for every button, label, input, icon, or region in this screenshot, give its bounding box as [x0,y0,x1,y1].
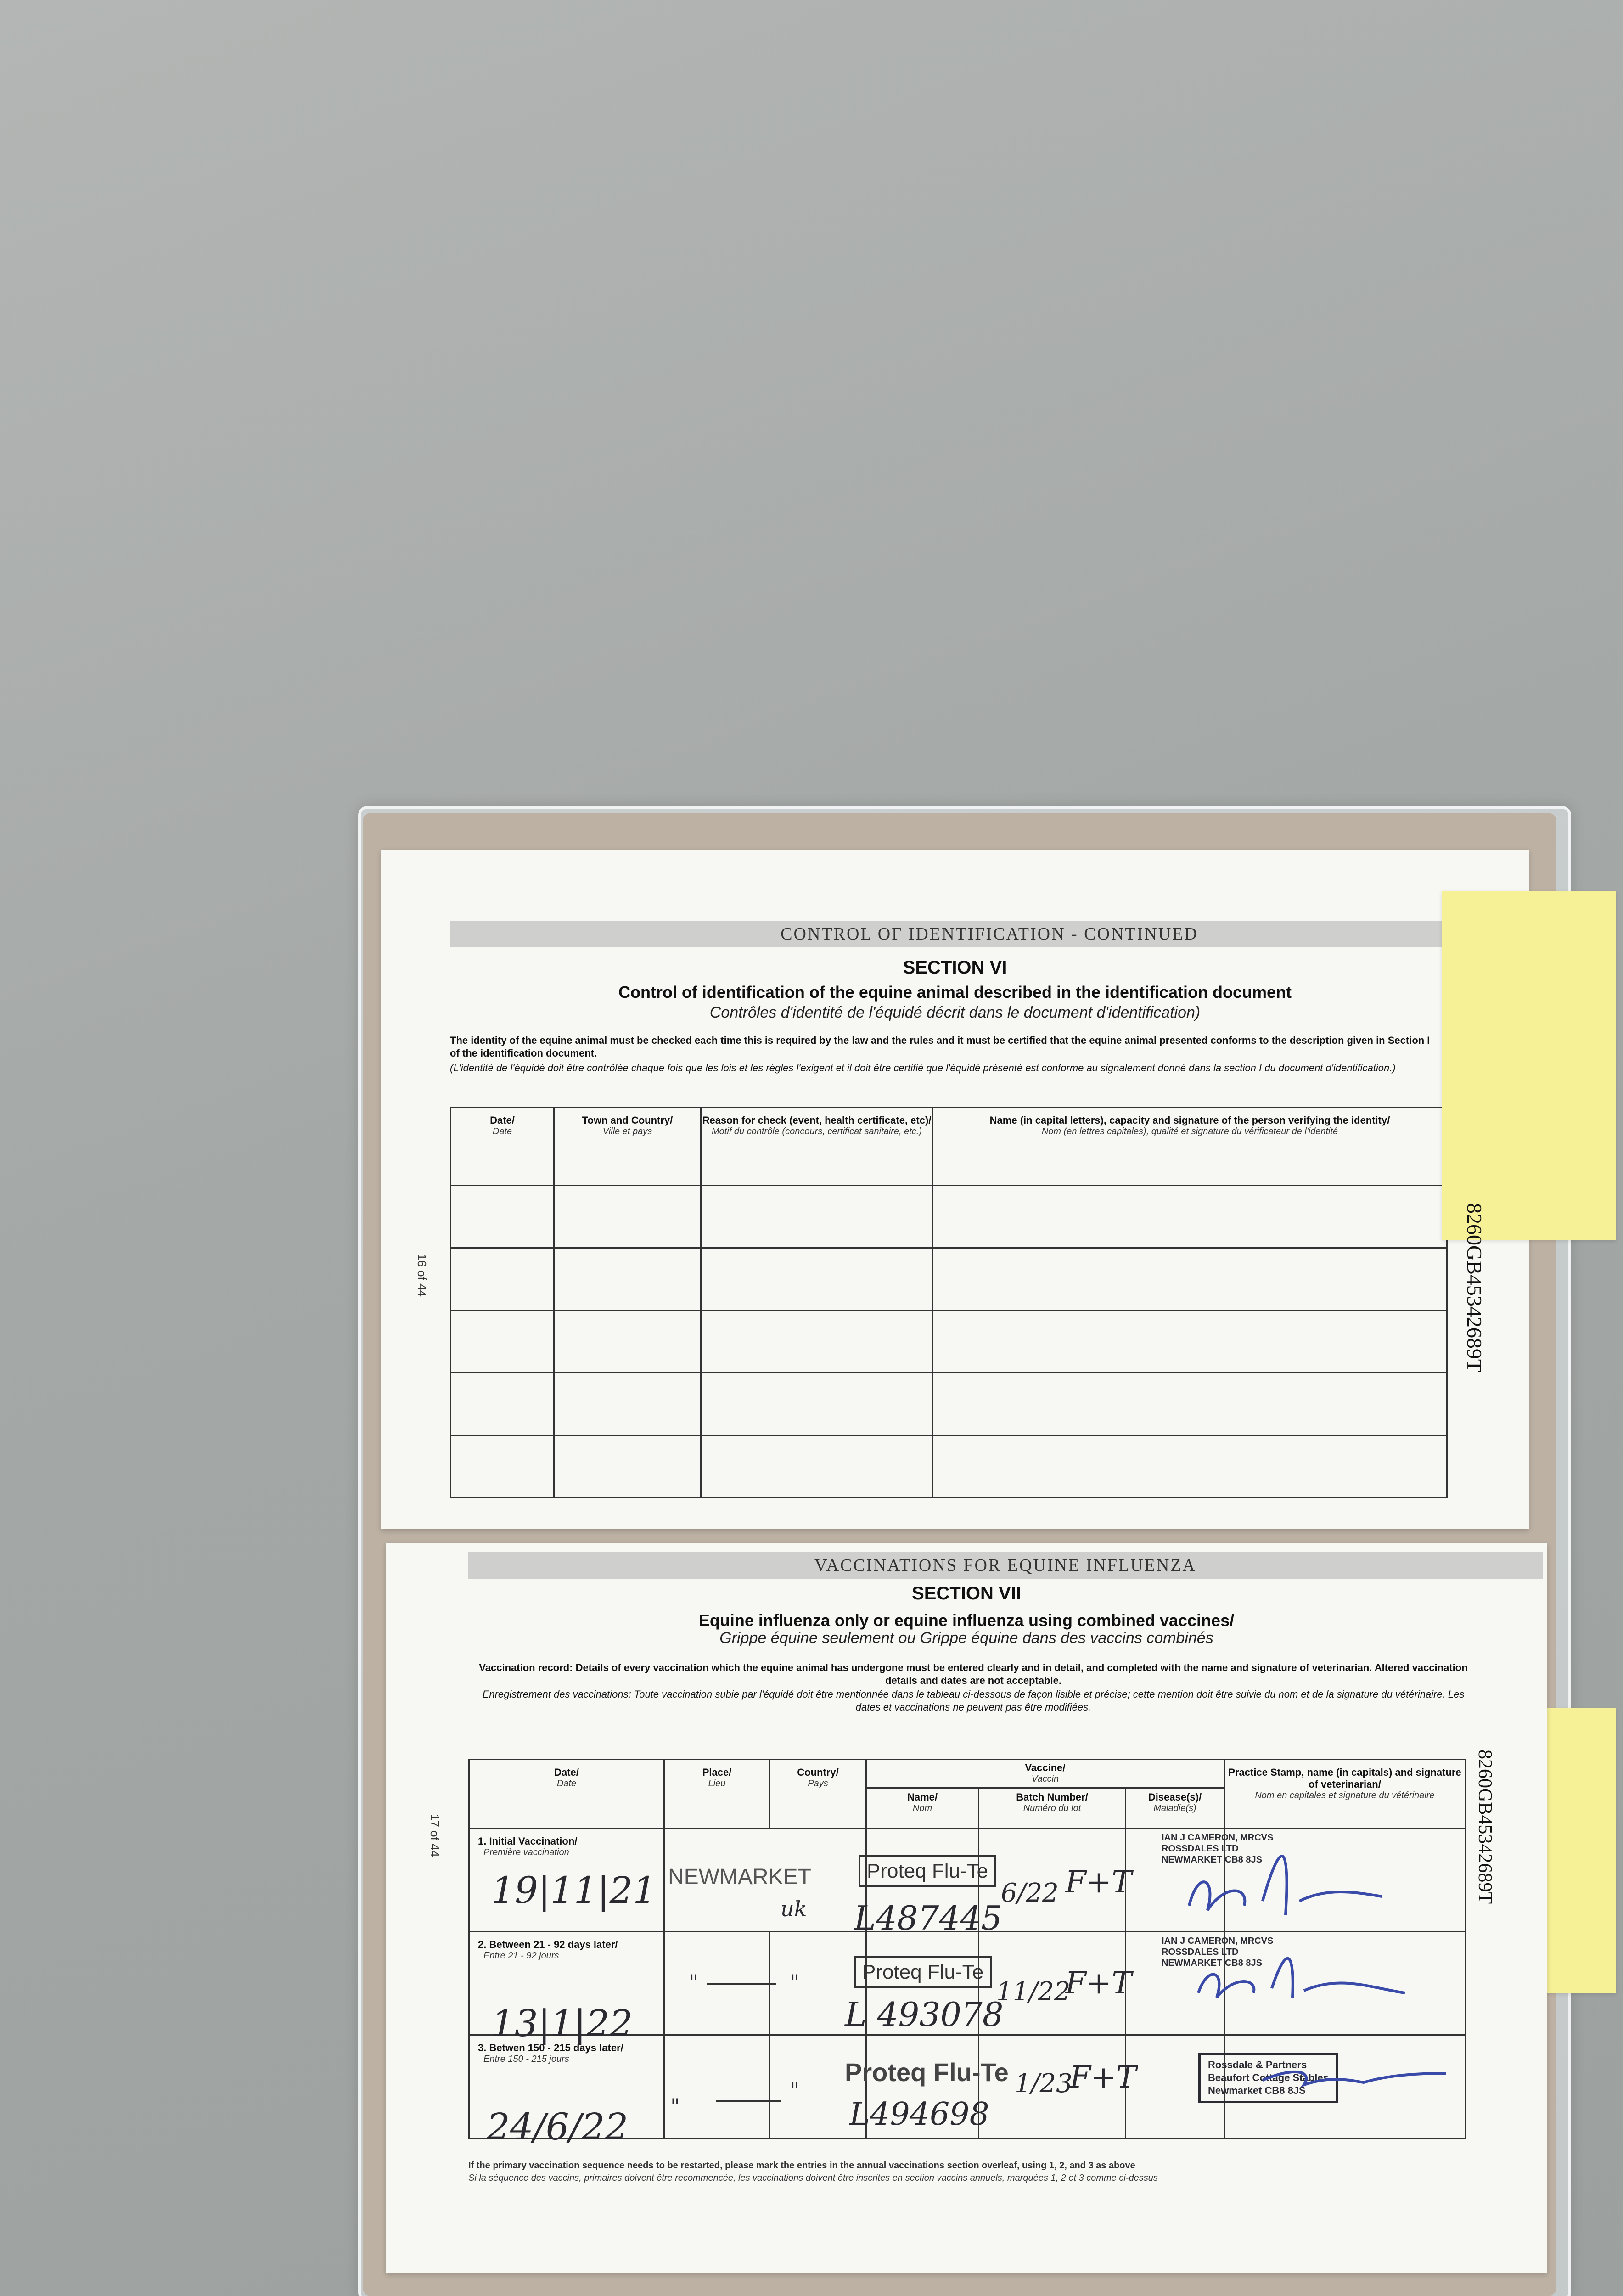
page17-footer-en: If the primary vaccination sequence needs to be restarted, please mark the entries in the annual vaccinations section overleaf, using 1, 2, and 3 as above [468,2161,1135,2171]
row3-vaccine-stamp: Proteq Flu-Te [845,2058,1009,2087]
row2-vet-stamp: IAN J CAMERON, MRCVS ROSSDALES LTD NEWMARKET CB8 8JS [1162,1936,1274,1968]
page17-title: Equine influenza only or equine influenza using combined vaccines/ [698,1611,1235,1630]
sticky-note-top[interactable] [1442,891,1616,1240]
col-country-header: Country/ Pays [770,1760,866,1829]
page17-intro-en [477,1661,1469,1687]
page16-banner: CONTROL OF IDENTIFICATION - CONTINUED [450,921,1529,947]
row1-disease: F+T [1065,1864,1132,1900]
town-cell[interactable] [554,1311,701,1373]
table-row [451,1373,1447,1435]
town-cell[interactable] [554,1186,701,1248]
row1-date-cell[interactable]: 1. Initial Vaccination/ Première vaccination [469,1829,664,1932]
page16-intro-en: The identity of the equine animal must be checked each time this is required by the law and the rules and it must be certified that the equine animal presented conforms to the description given in Section I of the identification document. [450,1035,1430,1059]
ditto-line-3 [716,2096,781,2105]
name-cell[interactable] [933,1186,1447,1248]
row3-date-cell[interactable]: 3. Betwen 150 - 215 days later/ Entre 150 - 215 jours [469,2035,664,2138]
row1-batch: L487445 [854,1899,1002,1937]
page16-intro-fr: (L'identité de l'équidé doit être contrôlée chaque fois que les lois et les règles l'exigent et il doit être certifié que l'équidé présenté est conforme au signalement donné dans la section I du document d'identification.) [450,1062,1396,1074]
reason-cell[interactable] [701,1186,933,1248]
name-cell[interactable] [933,1311,1447,1373]
name-cell[interactable] [933,1435,1447,1498]
name-cell[interactable] [933,1373,1447,1435]
row3-place: " [670,2094,680,2119]
col-name-header: Name (in capital letters), capacity and signature of the person verifying the identity/ Nom (en lettres capitales), qualité et signature du vérificateur de l'identité [933,1108,1447,1186]
col-town-header: Town and Country/ Ville et pays [554,1108,701,1186]
page17-intro-fr: Enregistrement des vaccinations: Toute vaccination subie par l'équidé doit être mentionnée dans le tableau ci-dessous de façon lisible et précise; cette mention doit être suivie du nom et de la signature du vétérinaire. Les dates et vaccinations ne peuvent pas être modifiées. [482,1688,1465,1713]
ueln-page16: 8260GB45342689T [1463,1203,1486,1372]
row1-country: uk [781,1896,807,1921]
date-cell[interactable] [451,1248,554,1311]
row1-vaccine-stamp: Proteq Flu-Te [859,1855,996,1887]
date-cell[interactable] [451,1373,554,1435]
col-date-header: Date/ Date [469,1760,664,1829]
row3-date: 24/6/22 [487,2105,629,2148]
vacc-header-row-1 [469,1760,1466,1788]
intro-bold-label: Vaccination record: [479,1662,573,1673]
table-row [451,1186,1447,1248]
row2-batch: L 493078 [845,1995,1004,2034]
table-header-row [451,1108,1447,1186]
col-vaccine-name-header: Name/ Nom [866,1788,979,1829]
page16-title: Control of identification of the equine animal described in the identification document [618,983,1292,1002]
row1-signature [1180,1828,1391,1924]
ueln-page17: 8260GB45342689T [1474,1750,1495,1904]
reason-cell[interactable] [701,1435,933,1498]
town-cell[interactable] [554,1373,701,1435]
page16-section: SECTION VI [903,957,1007,978]
row3-place-cell[interactable] [664,2035,770,2138]
row2-expiry: 11/22 [996,1977,1071,2007]
row2-country: " [790,1970,800,1995]
date-cell[interactable] [451,1311,554,1373]
name-cell[interactable] [933,1248,1447,1311]
col-place-header: Place/ Lieu [664,1760,770,1829]
row1-place: NEWMARKET [668,1865,811,1889]
page17-section: SECTION VII [912,1583,1021,1604]
col-date-header: Date/ Date [451,1108,554,1186]
row2-place: " [689,1970,699,1995]
row2-disease: F+T [1065,1965,1132,2001]
ditto-line-2 [707,1979,776,1988]
page17-number: 17 of 44 [428,1814,442,1857]
row2-date: 13|1|22 [491,2002,633,2045]
town-cell[interactable] [554,1435,701,1498]
page17-banner: VACCINATIONS FOR EQUINE INFLUENZA [468,1552,1543,1579]
row1-date: 19|11|21 [491,1869,657,1912]
row2-signature [1189,1938,1410,2011]
row3-batch: L494698 [849,2096,989,2133]
table-row [451,1311,1447,1373]
date-cell[interactable] [451,1435,554,1498]
date-cell[interactable] [451,1186,554,1248]
identification-check-table [450,1107,1448,1498]
table-row [451,1248,1447,1311]
page-16 [381,850,1529,1529]
row3-practice-stamp: Rossdale & Partners Beaufort Cottage Stables Newmarket CB8 8JS [1198,2053,1338,2103]
page16-number: 16 of 44 [415,1254,429,1297]
row2-date-cell[interactable]: 2. Between 21 - 92 days later/ Entre 21 - 92 jours [469,1932,664,2035]
row3-country: " [790,2078,800,2103]
page16-title-fr: Contrôles d'identité de l'équidé décrit dans le document d'identification) [709,1004,1201,1021]
row1-vet-stamp: IAN J CAMERON, MRCVS ROSSDALES LTD NEWMARKET CB8 8JS [1162,1833,1274,1865]
col-vaccine-header: Vaccine/ Vaccin [866,1760,1224,1788]
row1-expiry: 6/22 [1001,1878,1059,1908]
page-17 [386,1543,1547,2273]
reason-cell[interactable] [701,1248,933,1311]
col-batch-header: Batch Number/ Numéro du lot [979,1788,1126,1829]
page17-footer-fr: Si la séquence des vaccins, primaires doivent être recommencée, les vaccinations doivent être inscrites en section vaccins annuels, marquées 1, 2 et 3 comme ci-dessus [468,2173,1158,2183]
col-reason-header: Reason for check (event, health certificate, etc)/ Motif du contrôle (concours, certificat sanitaire, etc.) [701,1108,933,1186]
row3-expiry: 1/23 [1015,2069,1073,2099]
col-stamp-header: Practice Stamp, name (in capitals) and signature of veterinarian/ Nom en capitales et signature du vétérinaire [1224,1760,1466,1829]
col-disease-header: Disease(s)/ Maladie(s) [1126,1788,1224,1829]
table-row [451,1435,1447,1498]
reason-cell[interactable] [701,1311,933,1373]
row3-disease: F+T [1070,2060,1137,2095]
town-cell[interactable] [554,1248,701,1311]
row3-signature [1258,2048,1451,2103]
reason-cell[interactable] [701,1373,933,1435]
row2-vaccine-stamp: Proteq Flu-Te [854,1956,992,1988]
intro-text: Details of every vaccination which the equine animal has undergone must be entered clearly and in detail, and completed with the name and signature of veterinarian. Altered vaccination details and dates are not acceptable. [575,1662,1468,1686]
page17-title-fr: Grippe équine seulement ou Grippe équine dans des vaccins combinés [719,1629,1213,1647]
